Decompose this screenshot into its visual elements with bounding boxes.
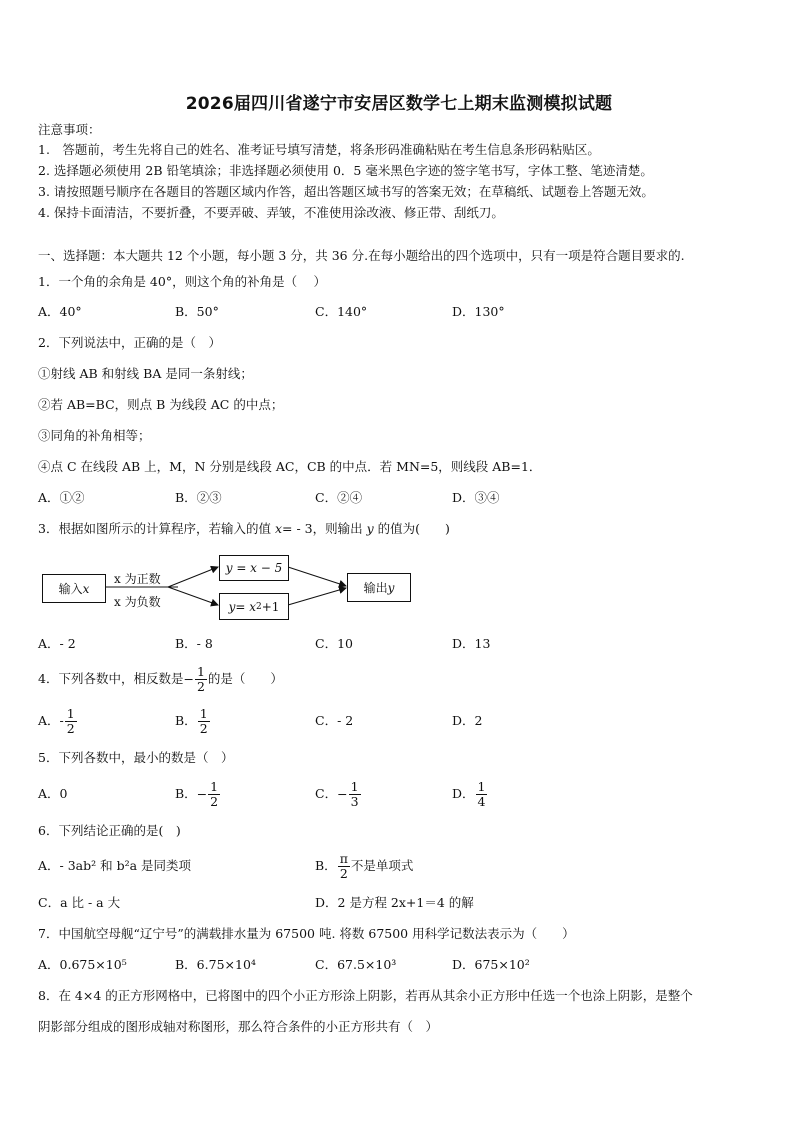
q2-option-c: C．②④ [315, 490, 363, 505]
exam-title: 2026届四川省遂宁市安居区数学七上期末监测模拟试题 [185, 94, 613, 114]
q7-option-d: D．675×10² [452, 957, 530, 972]
q4-option-c: C．- 2 [315, 713, 354, 728]
q2-option-d: D．③④ [452, 490, 500, 505]
q3-stem-part: 的值为( ) [373, 521, 450, 536]
output-label: 输出 [363, 581, 388, 595]
q4-stem-part: 4．下列各数中，相反数是 [38, 671, 184, 686]
q4-stem-part: 的是（ ） [207, 671, 283, 686]
question-4-stem [38, 664, 283, 695]
q5-option-b [175, 779, 221, 810]
flow-output-box [347, 573, 411, 602]
option-fraction [198, 707, 210, 736]
denominator: 4 [477, 794, 486, 809]
q3-option-a: A．- 2 [38, 636, 76, 651]
q1-option-c: C．140° [315, 304, 368, 319]
denominator: 2 [196, 679, 205, 694]
section-heading: 一、选择题：本大题共 12 个小题，每小题 3 分，共 36 分.在每小题给出的四个选项中，只有一项是符合题目要求的. [38, 248, 685, 263]
numerator: π [339, 851, 348, 866]
option-prefix: C． [315, 786, 338, 801]
flow-formula-top [219, 555, 289, 581]
q5-option-d [452, 779, 488, 809]
q2-statement-4: ④点 C 在线段 AB 上，M，N 分别是线段 AC，CB 的中点．若 MN=5，则线段 AB=1． [38, 459, 542, 474]
flow-input-box [42, 574, 106, 603]
q2-statement-2: ②若 AB=BC，则点 B 为线段 AC 的中点； [38, 397, 284, 412]
q7-option-b: B．6.75×10⁴ [175, 957, 256, 972]
q3-option-d: D．13 [452, 636, 491, 651]
question-8-line-2: 阴影部分组成的图形成轴对称图形，那么符合条件的小正方形共有（ ） [38, 1019, 439, 1034]
formula-bottom-text: y= x [228, 599, 256, 614]
q3-stem-part: = - 3，则输出 [282, 521, 367, 536]
notice-item-4: 4. 保持卡面清洁，不要折叠，不要弄破、弄皱，不准使用涂改液、修正带、刮纸刀。 [38, 205, 504, 220]
numerator: 1 [199, 706, 208, 721]
input-variable: x [82, 581, 90, 596]
denominator: 2 [66, 721, 75, 736]
q3-stem-variable: x [274, 521, 282, 536]
formula-top-text: y = x − 5 [225, 561, 283, 575]
q4-option-d: D．2 [452, 713, 483, 728]
notice-item-1: 1. 答题前，考生先将自己的姓名、准考证号填写清楚，将条形码准确粘贴在考生信息条形码粘贴区。 [38, 142, 600, 157]
denominator: 2 [339, 866, 348, 881]
notice-item-3: 3. 请按照题号顺序在各题目的答题区域内作答，超出答题区域书写的答案无效；在草稿纸、试题卷上答题无效。 [38, 184, 654, 199]
denominator: 2 [199, 721, 208, 736]
q5-option-a: A．0 [38, 786, 68, 801]
q1-option-a: A．40° [38, 304, 82, 319]
q2-option-a: A．①② [38, 490, 85, 505]
flowchart-arrows [38, 0, 760, 1123]
notice-item-2: 2. 选择题必须使用 2B 铅笔填涂；非选择题必须使用 0．5 毫米黑色字迹的签字笔书写，字体工整、笔迹清楚。 [38, 163, 653, 178]
option-prefix: D． [452, 786, 475, 801]
denominator: 2 [210, 794, 219, 809]
option-prefix: B． [315, 858, 337, 873]
q3-option-b: B．- 8 [175, 636, 213, 651]
q1-option-d: D．130° [452, 304, 505, 319]
q3-stem-variable: y [366, 521, 374, 536]
minus-sign: − [183, 671, 194, 687]
option-suffix: 不是单项式 [350, 858, 414, 873]
q1-option-b: B．50° [175, 304, 219, 319]
q4-option-a [38, 706, 78, 736]
option-fraction [208, 780, 220, 809]
numerator: 1 [66, 706, 75, 721]
option-prefix: B． [175, 786, 197, 801]
q2-option-b: B．②③ [175, 490, 222, 505]
q2-statement-3: ③同角的补角相等； [38, 428, 151, 443]
option-prefix: A．- [38, 713, 64, 728]
output-variable: y [387, 580, 395, 595]
q6-option-c: C．a 比 - a 大 [38, 895, 121, 910]
option-fraction [65, 707, 77, 736]
question-5-stem: 5．下列各数中，最小的数是（ ） [38, 750, 234, 765]
formula-bottom-tail: +1 [261, 599, 280, 614]
q4-option-b [175, 706, 211, 736]
q3-stem-part: 3．根据如图所示的计算程序，若输入的值 [38, 521, 275, 536]
numerator: 1 [477, 779, 486, 794]
flow-formula-bottom [219, 593, 289, 620]
q4-stem-fraction [195, 665, 207, 694]
option-prefix: B． [175, 713, 197, 728]
numerator: 1 [210, 779, 219, 794]
option-fraction [476, 780, 488, 809]
q7-option-c: C．67.5×10³ [315, 957, 397, 972]
q2-statement-1: ①射线 AB 和射线 BA 是同一条射线； [38, 366, 253, 381]
q5-option-c [315, 779, 362, 810]
formula-exponent: 2 [255, 601, 262, 612]
question-6-stem: 6．下列结论正确的是( ) [38, 823, 181, 838]
input-label: 输入 [58, 582, 83, 596]
numerator: 1 [196, 664, 205, 679]
minus-sign: − [196, 786, 208, 802]
flow-label-positive: x 为正数 [114, 572, 161, 586]
flow-label-negative: x 为负数 [114, 595, 161, 609]
denominator: 3 [350, 794, 359, 809]
option-fraction [338, 852, 350, 881]
question-8-line-1: 8．在 4×4 的正方形网格中，已将图中的四个小正方形涂上阴影，若再从其余小正方形中任选一个也涂上阴影，是整个 [38, 988, 693, 1003]
q6-option-a: A．- 3ab² 和 b²a 是同类项 [38, 858, 192, 873]
q3-option-c: C．10 [315, 636, 353, 651]
minus-sign: − [337, 786, 348, 802]
question-7-stem: 7．中国航空母舰“辽宁号”的满载排水量为 67500 吨. 将数 67500 用科学记数法表示为（ ） [38, 926, 575, 941]
question-1-stem: 1．一个角的余角是 40°，则这个角的补角是（ ） [38, 274, 327, 289]
numerator: 1 [350, 779, 359, 794]
notice-heading: 注意事项： [38, 122, 101, 137]
q6-option-b [315, 851, 413, 881]
question-2-stem: 2．下列说法中，正确的是（ ） [38, 335, 221, 350]
option-fraction [349, 780, 361, 809]
q6-option-d: D．2 是方程 2x+1＝4 的解 [315, 895, 474, 910]
q7-option-a: A．0.675×10⁵ [38, 957, 127, 972]
